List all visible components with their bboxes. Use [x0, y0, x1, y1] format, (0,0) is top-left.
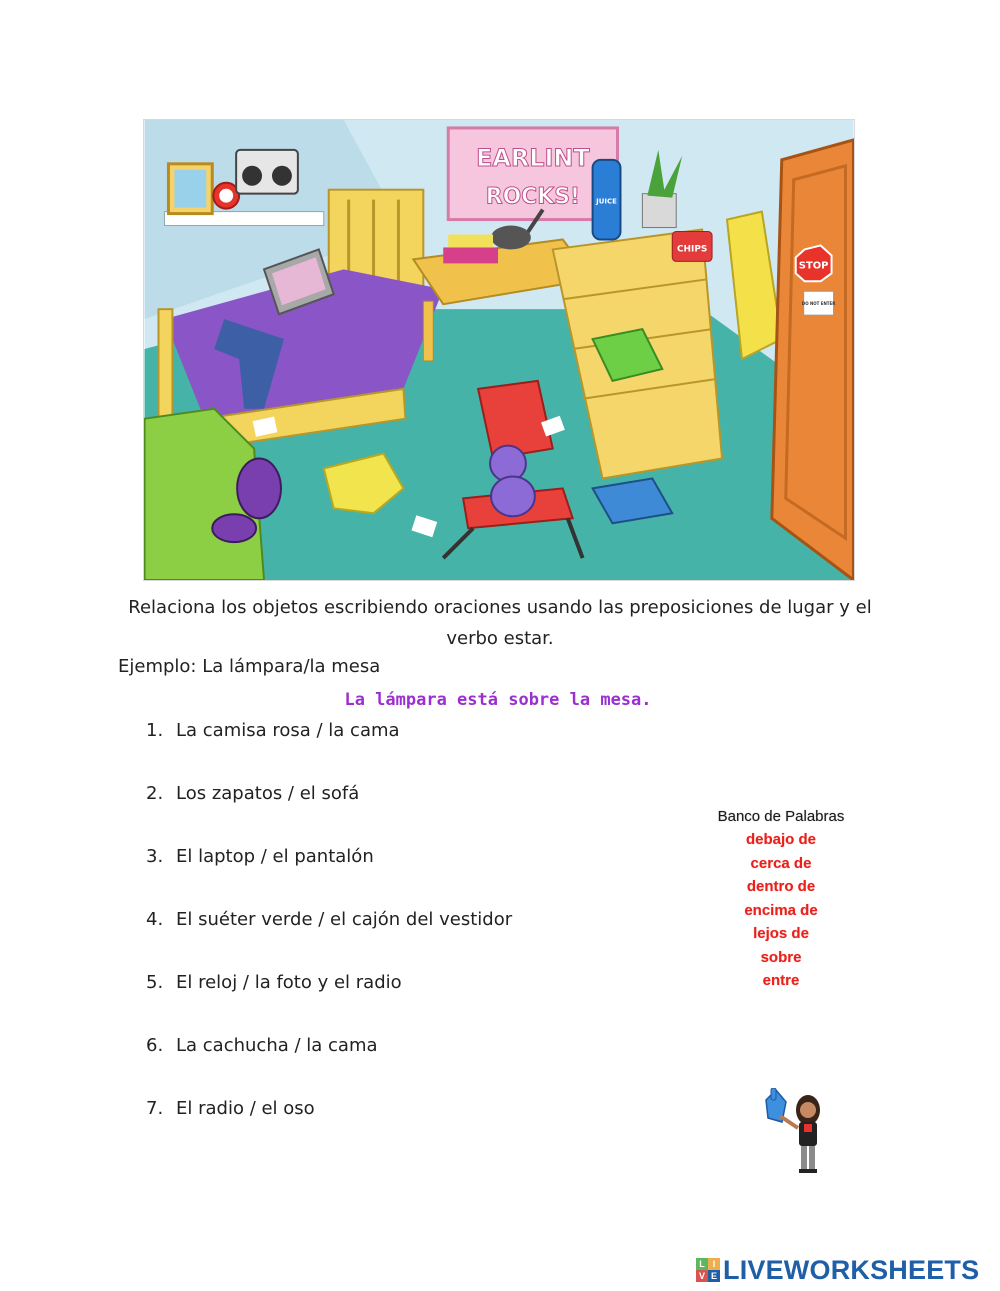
word-bank-word: lejos de: [753, 925, 809, 942]
instructions: [100, 592, 900, 654]
messy-bedroom-illustration: [143, 119, 855, 581]
mark-letter: I: [708, 1258, 720, 1270]
radio-speaker-left: [242, 166, 262, 186]
word-bank-word: dentro de: [746, 878, 816, 895]
bedroom-scene: [144, 120, 854, 580]
shoe: [237, 459, 281, 519]
exercise-number: 6.: [146, 1035, 164, 1056]
desk-leg: [423, 301, 433, 361]
photo: [174, 170, 206, 208]
radio-speaker-right: [272, 166, 292, 186]
clock-face: [219, 189, 233, 203]
exercise-number: 4.: [146, 909, 164, 930]
liveworksheets-name: LIVEWORKSHEETS: [723, 1254, 980, 1285]
avatar-shoe: [808, 1169, 817, 1173]
mark-letter: V: [696, 1270, 708, 1282]
example-label: Ejemplo: La lámpara/la mesa: [118, 656, 381, 677]
exercise-number: 5.: [146, 972, 164, 993]
door-note-text: DO NOT ENTER: [801, 301, 836, 307]
word-bank-word: encima de: [744, 901, 818, 919]
exercise-item: [146, 1096, 666, 1159]
desk-lamp: [491, 226, 531, 250]
word-bank-word: sobre: [760, 948, 802, 966]
mark-letter: L: [696, 1258, 708, 1270]
exercise-number: 1.: [146, 720, 164, 741]
exercise-number: 7.: [146, 1098, 164, 1119]
avatar-shoe: [799, 1169, 808, 1173]
poster-text-bottom: ROCKS!: [485, 184, 580, 210]
teddy-bear-body: [491, 476, 535, 516]
chips-label: CHIPS: [676, 244, 708, 255]
avatar-scarf: [804, 1124, 812, 1132]
teacher-avatar: [762, 1088, 834, 1176]
exercise-text: La camisa rosa / la cama: [176, 720, 400, 741]
exercise-item: [146, 907, 666, 970]
book: [443, 247, 498, 263]
bottle-label: JUICE: [596, 197, 617, 206]
plant-pot: [642, 194, 676, 228]
exercise-text: Los zapatos / el sofá: [176, 783, 360, 804]
exercise-item: [146, 844, 666, 907]
poster-text-top: EARLINT: [476, 143, 590, 172]
exercise-item: [146, 718, 666, 781]
exercise-number: 2.: [146, 783, 164, 804]
avatar-face: [800, 1102, 816, 1118]
exercise-text: El suéter verde / el cajón del vestidor: [176, 909, 513, 930]
stop-sign-text: STOP: [798, 260, 829, 272]
mark-letter: E: [708, 1270, 720, 1282]
instructions-line-2: verbo estar.: [446, 628, 554, 649]
example-answer: La lámpara está sobre la mesa.: [344, 690, 652, 710]
exercise-item: [146, 781, 666, 844]
word-bank: [700, 806, 862, 993]
avatar-leg: [801, 1146, 807, 1170]
bed-post: [158, 309, 172, 428]
word-bank-title: Banco de Palabras: [717, 808, 845, 825]
foam-finger-tip: [771, 1088, 776, 1100]
bedroom-door: [772, 140, 854, 580]
exercise-text: La cachucha / la cama: [176, 1035, 378, 1056]
avatar-drawing: [762, 1088, 834, 1176]
exercise-list: [146, 718, 666, 1159]
exercise-item: [146, 970, 666, 1033]
exercise-text: El laptop / el pantalón: [176, 846, 374, 867]
word-bank-word: cerca de: [750, 854, 812, 872]
word-bank-word: entre: [762, 972, 800, 989]
shoe: [212, 514, 256, 542]
liveworksheets-logo[interactable]: [696, 1254, 996, 1286]
exercise-item: [146, 1033, 666, 1096]
instructions-line-1: Relaciona los objetos escribiendo oraciones usando las preposiciones de lugar y el: [128, 597, 872, 618]
exercise-text: El reloj / la foto y el radio: [176, 972, 402, 993]
word-bank-word: debajo de: [745, 831, 816, 848]
exercise-number: 3.: [146, 846, 164, 867]
exercise-text: El radio / el oso: [176, 1098, 315, 1119]
book: [448, 235, 493, 248]
avatar-leg: [809, 1146, 815, 1170]
liveworksheets-mark-icon: [696, 1258, 720, 1282]
